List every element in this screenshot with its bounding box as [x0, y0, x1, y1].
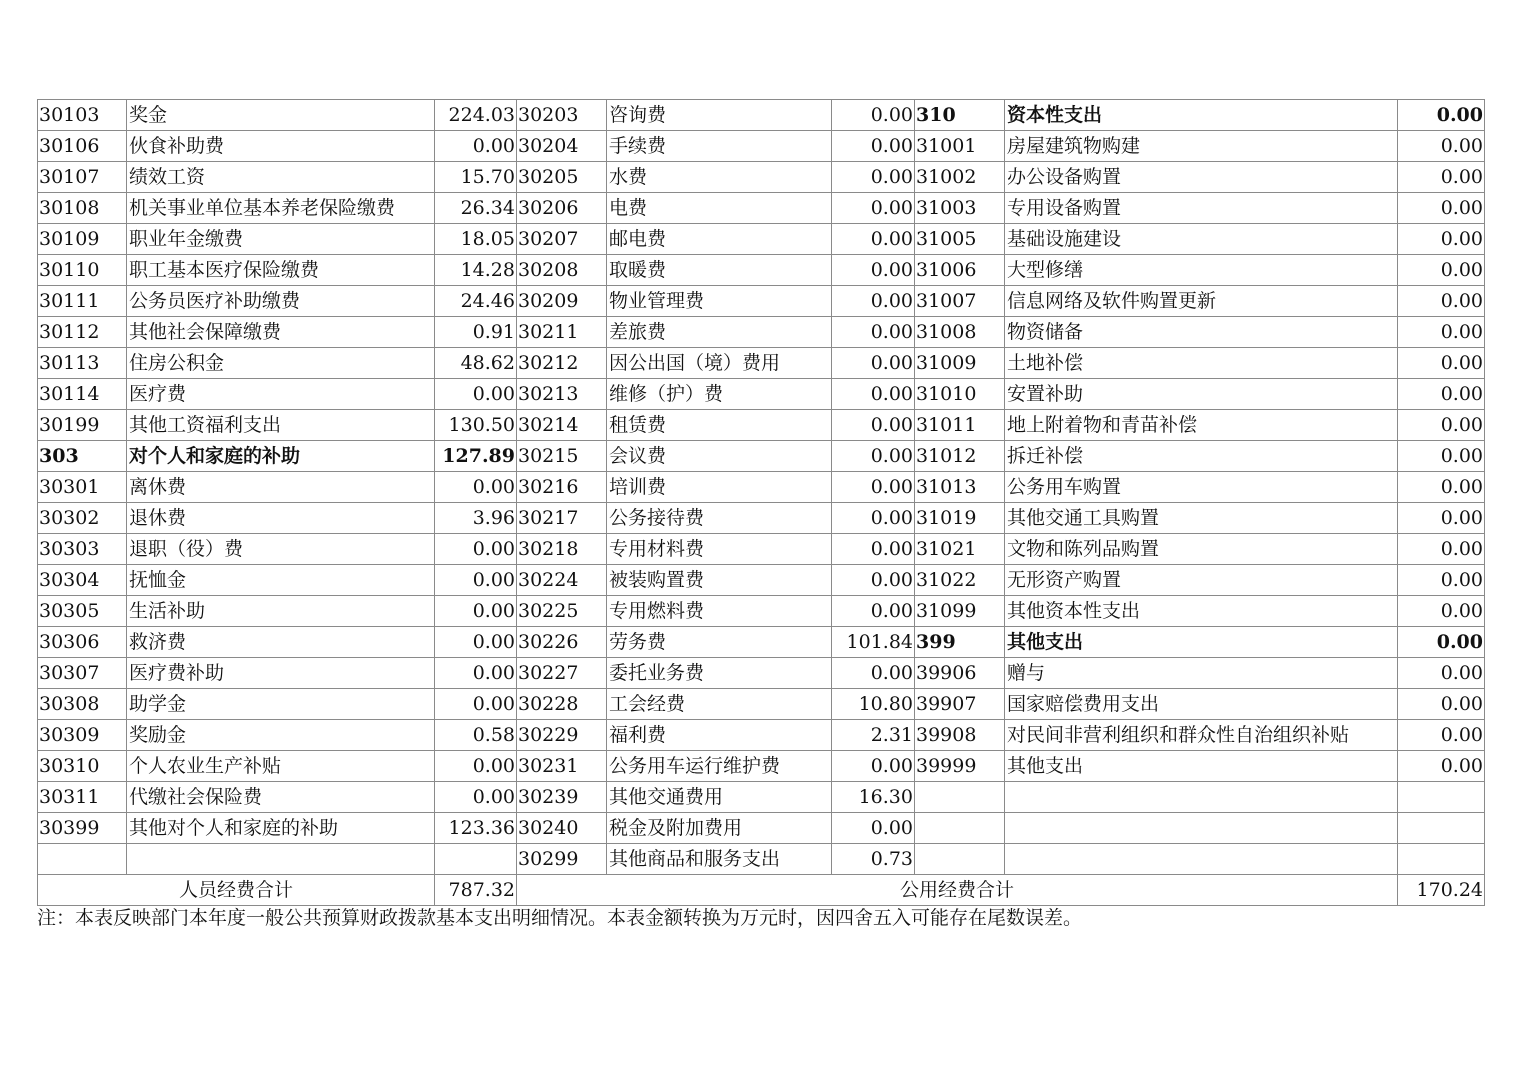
cell-amount-3: 0.00 [1398, 379, 1485, 410]
cell-amount-1 [435, 844, 517, 875]
table-footnote: 注：本表反映部门本年度一般公共预算财政拨款基本支出明细情况。本表金额转换为万元时，因四舍五入可能存在尾数误差。 [37, 907, 1083, 929]
totals-row [38, 875, 1485, 906]
cell-amount-1: 0.00 [435, 782, 517, 813]
cell-name-1: 代缴社会保险费 [127, 782, 435, 813]
cell-code-2: 30211 [517, 317, 607, 348]
cell-name-1: 其他社会保障缴费 [127, 317, 435, 348]
cell-name-1: 医疗费 [127, 379, 435, 410]
table-row [38, 720, 1485, 751]
cell-code-2: 30217 [517, 503, 607, 534]
cell-code-1: 30306 [38, 627, 127, 658]
cell-amount-2: 101.84 [832, 627, 915, 658]
cell-name-1: 住房公积金 [127, 348, 435, 379]
cell-code-3: 31019 [915, 503, 1005, 534]
table-row [38, 193, 1485, 224]
cell-name-3 [1005, 782, 1398, 813]
cell-name-1: 奖金 [127, 100, 435, 131]
cell-name-1: 退休费 [127, 503, 435, 534]
cell-code-2: 30205 [517, 162, 607, 193]
cell-code-1: 30110 [38, 255, 127, 286]
cell-amount-2: 0.00 [832, 503, 915, 534]
cell-name-3: 房屋建筑物购建 [1005, 131, 1398, 162]
cell-amount-2: 0.00 [832, 193, 915, 224]
cell-amount-1: 0.00 [435, 596, 517, 627]
cell-code-3: 31021 [915, 534, 1005, 565]
cell-code-1: 30305 [38, 596, 127, 627]
cell-code-1: 30310 [38, 751, 127, 782]
table-row [38, 472, 1485, 503]
cell-amount-3 [1398, 813, 1485, 844]
cell-amount-2: 0.00 [832, 410, 915, 441]
cell-amount-3: 0.00 [1398, 193, 1485, 224]
cell-amount-2: 0.00 [832, 441, 915, 472]
cell-amount-1: 15.70 [435, 162, 517, 193]
cell-name-1: 个人农业生产补贴 [127, 751, 435, 782]
table-row [38, 844, 1485, 875]
cell-name-2: 租赁费 [607, 410, 832, 441]
cell-code-3: 31010 [915, 379, 1005, 410]
cell-code-1: 30111 [38, 286, 127, 317]
cell-amount-3: 0.00 [1398, 689, 1485, 720]
cell-amount-2: 0.00 [832, 131, 915, 162]
cell-amount-1: 48.62 [435, 348, 517, 379]
cell-amount-1: 18.05 [435, 224, 517, 255]
cell-name-2: 公务接待费 [607, 503, 832, 534]
table-row [38, 689, 1485, 720]
cell-name-3: 公务用车购置 [1005, 472, 1398, 503]
cell-name-1: 机关事业单位基本养老保险缴费 [127, 193, 435, 224]
cell-amount-3: 0.00 [1398, 658, 1485, 689]
cell-name-1: 职业年金缴费 [127, 224, 435, 255]
cell-name-2: 福利费 [607, 720, 832, 751]
cell-amount-1: 14.28 [435, 255, 517, 286]
cell-code-1: 30108 [38, 193, 127, 224]
cell-code-3: 31001 [915, 131, 1005, 162]
cell-code-1: 30311 [38, 782, 127, 813]
cell-amount-3: 0.00 [1398, 627, 1485, 658]
table-row [38, 813, 1485, 844]
cell-code-2: 30204 [517, 131, 607, 162]
cell-name-2: 差旅费 [607, 317, 832, 348]
cell-name-3: 其他资本性支出 [1005, 596, 1398, 627]
cell-amount-3: 0.00 [1398, 255, 1485, 286]
cell-code-3 [915, 782, 1005, 813]
cell-amount-2: 0.00 [832, 286, 915, 317]
cell-code-2: 30218 [517, 534, 607, 565]
cell-name-2: 咨询费 [607, 100, 832, 131]
cell-name-1: 其他对个人和家庭的补助 [127, 813, 435, 844]
cell-name-3: 拆迁补偿 [1005, 441, 1398, 472]
cell-code-2: 30225 [517, 596, 607, 627]
cell-code-2: 30212 [517, 348, 607, 379]
cell-name-3 [1005, 844, 1398, 875]
cell-code-3: 31009 [915, 348, 1005, 379]
cell-code-2: 30216 [517, 472, 607, 503]
table-row [38, 410, 1485, 441]
cell-amount-2: 0.00 [832, 813, 915, 844]
cell-name-3: 资本性支出 [1005, 100, 1398, 131]
cell-name-3: 办公设备购置 [1005, 162, 1398, 193]
cell-code-1: 30106 [38, 131, 127, 162]
cell-code-2: 30299 [517, 844, 607, 875]
cell-name-2: 培训费 [607, 472, 832, 503]
cell-amount-1: 127.89 [435, 441, 517, 472]
cell-amount-3: 0.00 [1398, 317, 1485, 348]
cell-amount-3 [1398, 844, 1485, 875]
cell-code-1: 30113 [38, 348, 127, 379]
cell-amount-1: 0.00 [435, 689, 517, 720]
cell-amount-1: 0.00 [435, 565, 517, 596]
cell-amount-1: 0.58 [435, 720, 517, 751]
table-row [38, 534, 1485, 565]
cell-name-1: 离休费 [127, 472, 435, 503]
cell-name-1: 公务员医疗补助缴费 [127, 286, 435, 317]
table-row [38, 627, 1485, 658]
cell-name-3: 信息网络及软件购置更新 [1005, 286, 1398, 317]
cell-name-2: 邮电费 [607, 224, 832, 255]
cell-name-3: 物资储备 [1005, 317, 1398, 348]
cell-code-2: 30203 [517, 100, 607, 131]
cell-code-3: 399 [915, 627, 1005, 658]
cell-code-1: 30303 [38, 534, 127, 565]
cell-amount-2: 16.30 [832, 782, 915, 813]
cell-amount-3: 0.00 [1398, 565, 1485, 596]
cell-code-2: 30224 [517, 565, 607, 596]
cell-name-1: 伙食补助费 [127, 131, 435, 162]
cell-amount-2: 0.00 [832, 472, 915, 503]
cell-code-2: 30206 [517, 193, 607, 224]
cell-name-1: 助学金 [127, 689, 435, 720]
expenditure-detail-table [37, 99, 1485, 906]
table-row [38, 224, 1485, 255]
cell-amount-1: 3.96 [435, 503, 517, 534]
cell-code-2: 30240 [517, 813, 607, 844]
cell-amount-1: 0.00 [435, 751, 517, 782]
cell-amount-2: 0.00 [832, 658, 915, 689]
cell-code-1: 30199 [38, 410, 127, 441]
cell-name-2: 委托业务费 [607, 658, 832, 689]
cell-code-3: 31002 [915, 162, 1005, 193]
public-total-value: 170.24 [1398, 875, 1485, 906]
cell-code-1: 30301 [38, 472, 127, 503]
cell-code-3: 31012 [915, 441, 1005, 472]
table-row [38, 596, 1485, 627]
personnel-total-value: 787.32 [435, 875, 517, 906]
cell-name-1: 医疗费补助 [127, 658, 435, 689]
cell-name-2: 维修（护）费 [607, 379, 832, 410]
cell-amount-3: 0.00 [1398, 472, 1485, 503]
cell-name-2: 物业管理费 [607, 286, 832, 317]
cell-name-3: 赠与 [1005, 658, 1398, 689]
cell-name-3: 对民间非营利组织和群众性自治组织补贴 [1005, 720, 1398, 751]
cell-name-2: 专用材料费 [607, 534, 832, 565]
cell-name-3 [1005, 813, 1398, 844]
cell-name-3: 国家赔偿费用支出 [1005, 689, 1398, 720]
cell-code-3: 31006 [915, 255, 1005, 286]
cell-code-3: 31013 [915, 472, 1005, 503]
cell-code-1: 30307 [38, 658, 127, 689]
table-row [38, 286, 1485, 317]
cell-amount-2: 0.00 [832, 565, 915, 596]
table-row [38, 131, 1485, 162]
cell-amount-1: 24.46 [435, 286, 517, 317]
table-row [38, 503, 1485, 534]
cell-code-3: 31011 [915, 410, 1005, 441]
cell-code-1: 30302 [38, 503, 127, 534]
table-body [38, 100, 1485, 875]
cell-name-1: 生活补助 [127, 596, 435, 627]
cell-amount-1: 224.03 [435, 100, 517, 131]
cell-amount-2: 10.80 [832, 689, 915, 720]
cell-name-2: 水费 [607, 162, 832, 193]
cell-name-2: 会议费 [607, 441, 832, 472]
cell-name-1: 奖励金 [127, 720, 435, 751]
cell-amount-1: 0.00 [435, 379, 517, 410]
cell-code-3: 31008 [915, 317, 1005, 348]
cell-code-3 [915, 844, 1005, 875]
cell-name-2: 因公出国（境）费用 [607, 348, 832, 379]
cell-name-2: 专用燃料费 [607, 596, 832, 627]
cell-name-2: 手续费 [607, 131, 832, 162]
cell-name-2: 其他交通费用 [607, 782, 832, 813]
cell-name-3: 其他支出 [1005, 627, 1398, 658]
table-row [38, 255, 1485, 286]
cell-amount-1: 0.00 [435, 627, 517, 658]
cell-code-3: 31003 [915, 193, 1005, 224]
cell-name-1: 救济费 [127, 627, 435, 658]
cell-name-1: 退职（役）费 [127, 534, 435, 565]
cell-name-2: 取暖费 [607, 255, 832, 286]
personnel-total-label: 人员经费合计 [38, 875, 435, 906]
cell-amount-3: 0.00 [1398, 596, 1485, 627]
cell-name-1: 其他工资福利支出 [127, 410, 435, 441]
cell-code-1: 30103 [38, 100, 127, 131]
table-row [38, 441, 1485, 472]
cell-amount-1: 123.36 [435, 813, 517, 844]
cell-name-2: 税金及附加费用 [607, 813, 832, 844]
cell-code-1: 30114 [38, 379, 127, 410]
cell-code-2: 30228 [517, 689, 607, 720]
cell-name-3: 专用设备购置 [1005, 193, 1398, 224]
cell-code-1: 30309 [38, 720, 127, 751]
cell-code-2: 30231 [517, 751, 607, 782]
table-row [38, 782, 1485, 813]
cell-name-1 [127, 844, 435, 875]
cell-name-1: 对个人和家庭的补助 [127, 441, 435, 472]
cell-code-1: 30308 [38, 689, 127, 720]
cell-code-1: 30107 [38, 162, 127, 193]
public-total-label: 公用经费合计 [517, 875, 1398, 906]
cell-amount-1: 130.50 [435, 410, 517, 441]
cell-amount-2: 0.00 [832, 255, 915, 286]
cell-code-1: 30109 [38, 224, 127, 255]
cell-code-1: 30399 [38, 813, 127, 844]
cell-amount-2: 0.00 [832, 534, 915, 565]
cell-code-3 [915, 813, 1005, 844]
cell-code-3: 31022 [915, 565, 1005, 596]
cell-code-3: 31007 [915, 286, 1005, 317]
cell-code-3: 31099 [915, 596, 1005, 627]
cell-amount-3: 0.00 [1398, 751, 1485, 782]
cell-code-3: 31005 [915, 224, 1005, 255]
cell-name-2: 劳务费 [607, 627, 832, 658]
cell-code-2: 30229 [517, 720, 607, 751]
cell-name-3: 大型修缮 [1005, 255, 1398, 286]
cell-name-2: 电费 [607, 193, 832, 224]
cell-amount-2: 0.00 [832, 379, 915, 410]
cell-amount-3: 0.00 [1398, 534, 1485, 565]
cell-code-3: 39907 [915, 689, 1005, 720]
cell-name-3: 其他交通工具购置 [1005, 503, 1398, 534]
cell-code-2: 30239 [517, 782, 607, 813]
cell-code-1 [38, 844, 127, 875]
cell-amount-2: 0.00 [832, 751, 915, 782]
cell-code-1: 303 [38, 441, 127, 472]
cell-amount-3: 0.00 [1398, 286, 1485, 317]
cell-code-3: 39999 [915, 751, 1005, 782]
table-row [38, 658, 1485, 689]
cell-amount-3: 0.00 [1398, 410, 1485, 441]
cell-name-3: 地上附着物和青苗补偿 [1005, 410, 1398, 441]
cell-name-3: 基础设施建设 [1005, 224, 1398, 255]
cell-code-2: 30213 [517, 379, 607, 410]
table-row [38, 348, 1485, 379]
cell-code-2: 30214 [517, 410, 607, 441]
cell-code-3: 310 [915, 100, 1005, 131]
table-row [38, 317, 1485, 348]
cell-name-3: 土地补偿 [1005, 348, 1398, 379]
cell-name-2: 公务用车运行维护费 [607, 751, 832, 782]
cell-name-1: 绩效工资 [127, 162, 435, 193]
cell-amount-2: 0.00 [832, 317, 915, 348]
cell-name-1: 职工基本医疗保险缴费 [127, 255, 435, 286]
cell-name-3: 其他支出 [1005, 751, 1398, 782]
cell-amount-3: 0.00 [1398, 224, 1485, 255]
cell-code-1: 30112 [38, 317, 127, 348]
cell-code-2: 30209 [517, 286, 607, 317]
cell-code-2: 30208 [517, 255, 607, 286]
table-row [38, 100, 1485, 131]
cell-code-2: 30207 [517, 224, 607, 255]
cell-amount-2: 0.00 [832, 162, 915, 193]
cell-amount-2: 2.31 [832, 720, 915, 751]
cell-amount-1: 26.34 [435, 193, 517, 224]
cell-amount-1: 0.00 [435, 534, 517, 565]
cell-amount-1: 0.91 [435, 317, 517, 348]
table-row [38, 565, 1485, 596]
table-row [38, 379, 1485, 410]
cell-name-3: 安置补助 [1005, 379, 1398, 410]
cell-name-2: 其他商品和服务支出 [607, 844, 832, 875]
cell-code-3: 39906 [915, 658, 1005, 689]
cell-code-2: 30227 [517, 658, 607, 689]
cell-name-2: 被装购置费 [607, 565, 832, 596]
cell-amount-2: 0.00 [832, 348, 915, 379]
cell-code-3: 39908 [915, 720, 1005, 751]
cell-amount-3: 0.00 [1398, 100, 1485, 131]
cell-amount-3: 0.00 [1398, 441, 1485, 472]
cell-code-2: 30215 [517, 441, 607, 472]
cell-amount-3: 0.00 [1398, 131, 1485, 162]
cell-amount-1: 0.00 [435, 472, 517, 503]
cell-amount-2: 0.00 [832, 100, 915, 131]
cell-amount-3: 0.00 [1398, 720, 1485, 751]
cell-code-1: 30304 [38, 565, 127, 596]
cell-name-3: 无形资产购置 [1005, 565, 1398, 596]
cell-amount-2: 0.73 [832, 844, 915, 875]
cell-code-2: 30226 [517, 627, 607, 658]
cell-name-1: 抚恤金 [127, 565, 435, 596]
cell-amount-3: 0.00 [1398, 162, 1485, 193]
table-row [38, 162, 1485, 193]
cell-amount-2: 0.00 [832, 596, 915, 627]
cell-name-3: 文物和陈列品购置 [1005, 534, 1398, 565]
cell-name-2: 工会经费 [607, 689, 832, 720]
cell-amount-3 [1398, 782, 1485, 813]
cell-amount-2: 0.00 [832, 224, 915, 255]
table-row [38, 751, 1485, 782]
cell-amount-3: 0.00 [1398, 348, 1485, 379]
cell-amount-1: 0.00 [435, 131, 517, 162]
cell-amount-1: 0.00 [435, 658, 517, 689]
cell-amount-3: 0.00 [1398, 503, 1485, 534]
